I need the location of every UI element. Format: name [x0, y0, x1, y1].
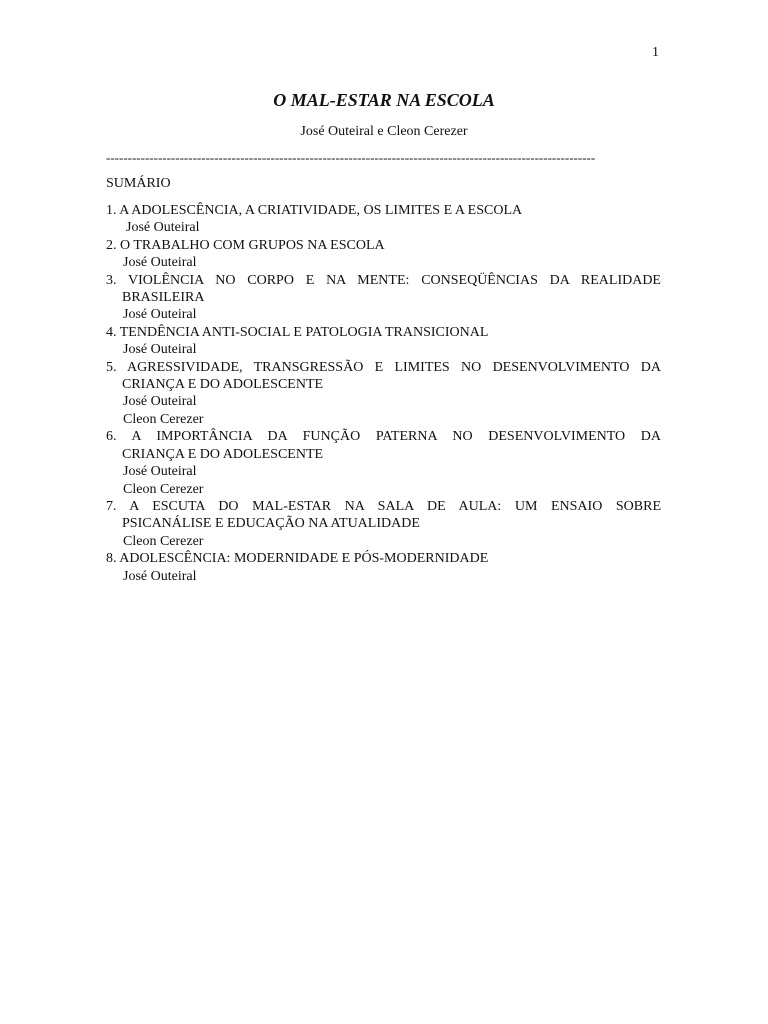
toc-entry-title: 2. O TRABALHO COM GRUPOS NA ESCOLA [106, 237, 385, 253]
toc-entry-author: José Outeiral [123, 394, 197, 410]
table-of-contents [106, 202, 661, 585]
toc-entry-title: 7. A ESCUTA DO MAL-ESTAR NA SALA DE AULA: UM ENSAIO SOBRE [106, 498, 661, 514]
toc-entry [106, 550, 661, 585]
toc-entry [106, 202, 661, 237]
toc-entry-author: José Outeiral [123, 307, 197, 323]
toc-entry-author: José Outeiral [123, 342, 197, 358]
toc-entry [106, 359, 661, 429]
toc-entry-title-continued: CRIANÇA E DO ADOLESCENTE [122, 377, 324, 393]
toc-entry-title: 3. VIOLÊNCIA NO CORPO E NA MENTE: CONSEQÜÊNCIAS DA REALIDADE [106, 272, 661, 288]
toc-entry-title: 8. ADOLESCÊNCIA: MODERNIDADE E PÓS-MODERNIDADE [106, 551, 489, 567]
toc-entry-author: Cleon Cerezer [123, 481, 204, 497]
toc-entry-title-continued: CRIANÇA E DO ADOLESCENTE [122, 446, 324, 462]
page-number: 1 [652, 45, 659, 60]
toc-entry [106, 428, 661, 498]
toc-entry-title-continued: BRASILEIRA [122, 290, 205, 306]
toc-entry [106, 324, 661, 359]
toc-entry-author: José Outeiral [123, 568, 197, 584]
section-heading: SUMÁRIO [106, 176, 171, 191]
separator-line: ----------------------------------------------------------------------------------------------------------------- [106, 150, 596, 165]
toc-entry-author: Cleon Cerezer [123, 411, 204, 427]
document-authors: José Outeiral e Cleon Cerezer [300, 124, 468, 139]
toc-entry-title: 6. A IMPORTÂNCIA DA FUNÇÃO PATERNA NO DESENVOLVIMENTO DA [106, 429, 661, 445]
document-title: O MAL-ESTAR NA ESCOLA [273, 90, 495, 110]
toc-entry [106, 498, 661, 550]
toc-entry-title: 5. AGRESSIVIDADE, TRANSGRESSÃO E LIMITES NO DESENVOLVIMENTO DA [106, 359, 661, 375]
toc-entry-author: José Outeiral [123, 464, 197, 480]
toc-entry-title-continued: PSICANÁLISE E EDUCAÇÃO NA ATUALIDADE [122, 516, 420, 532]
toc-entry [106, 272, 661, 324]
toc-entry-author: José Outeiral [123, 255, 197, 271]
toc-entry-title: 4. TENDÊNCIA ANTI-SOCIAL E PATOLOGIA TRANSICIONAL [106, 324, 489, 340]
toc-entry-title: 1. A ADOLESCÊNCIA, A CRIATIVIDADE, OS LIMITES E A ESCOLA [106, 203, 523, 218]
toc-entry-author: Cleon Cerezer [123, 533, 204, 549]
toc-entry [106, 237, 661, 272]
toc-entry-author: José Outeiral [126, 220, 200, 236]
